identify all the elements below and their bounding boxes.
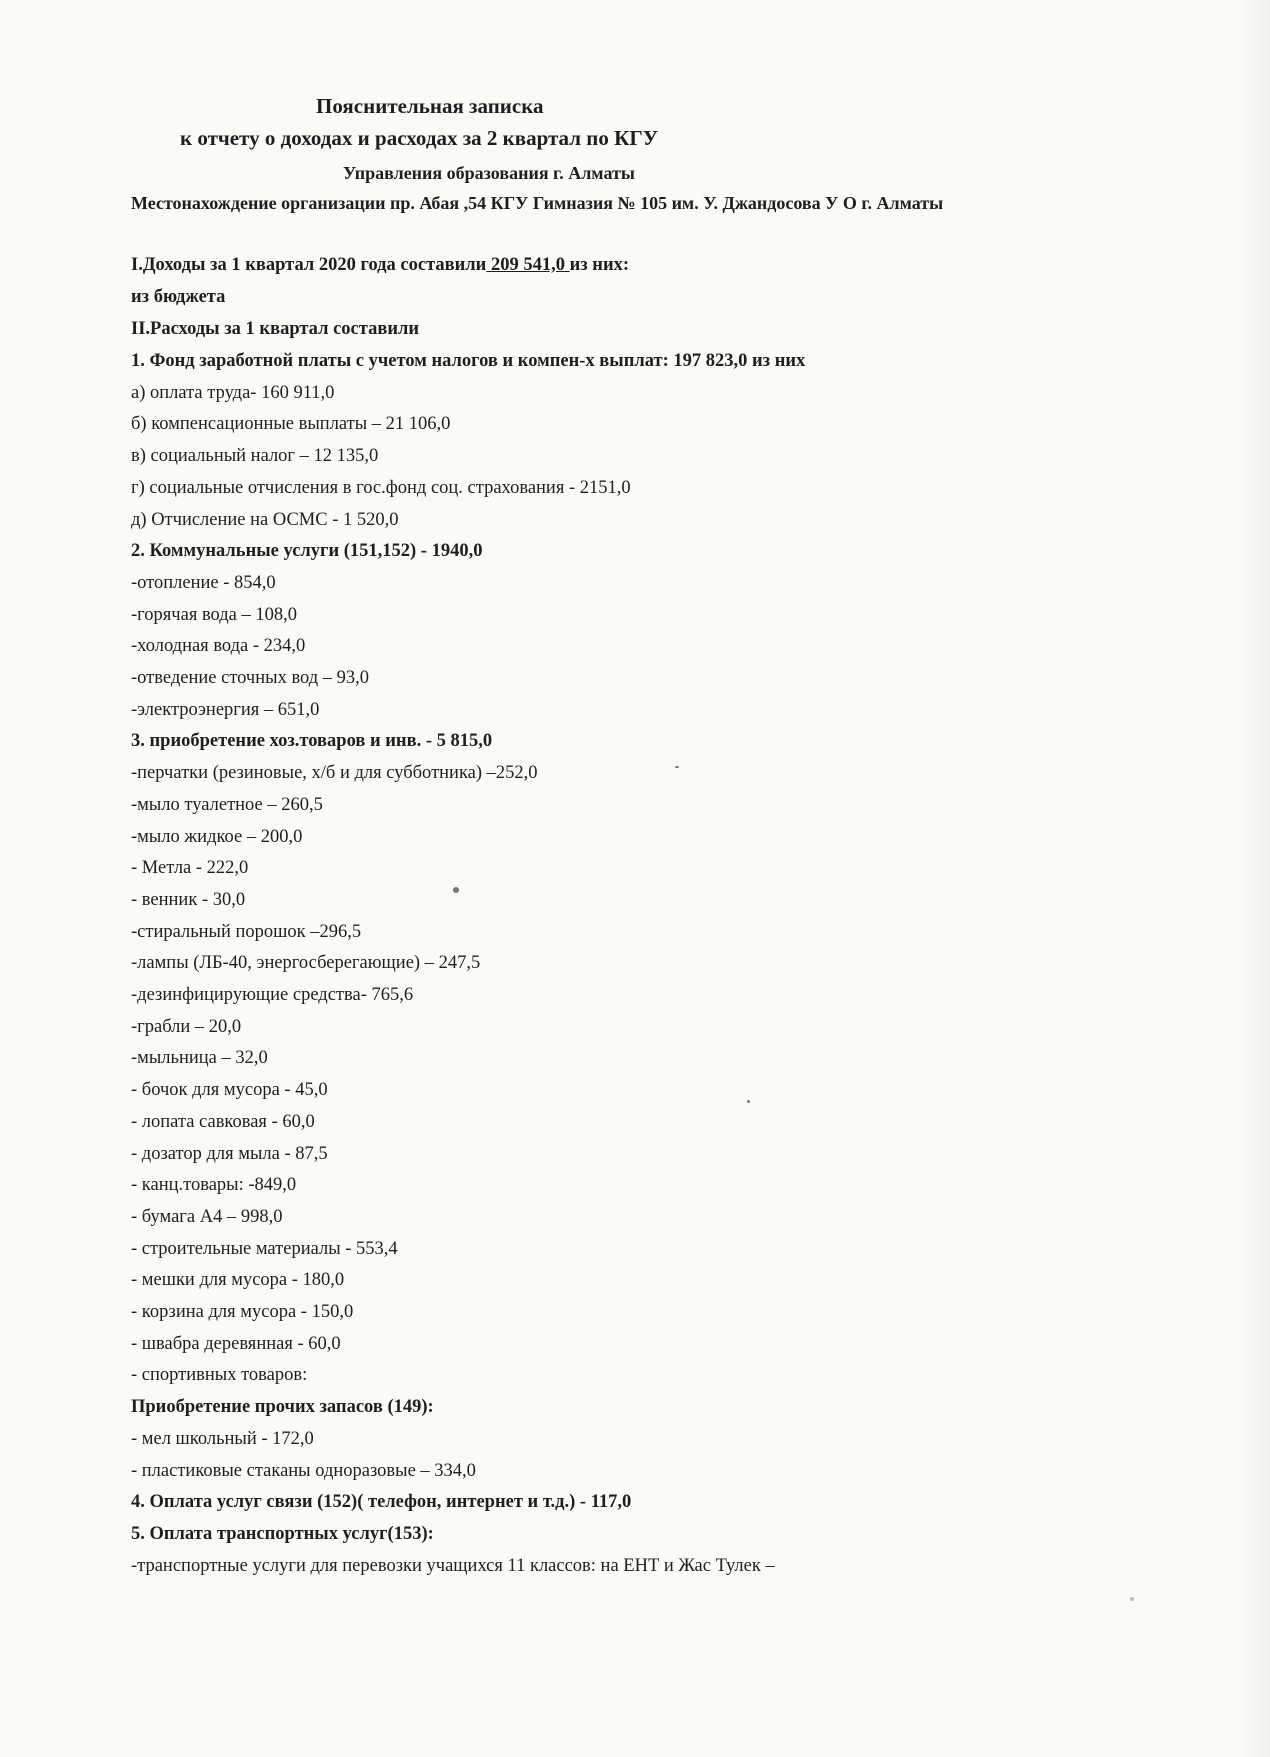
- expense-line: -перчатки (резиновые, х/б и для субботника) –252,0: [131, 763, 538, 784]
- expense-line: -холодная вода - 234,0: [131, 636, 306, 657]
- expense-line: - бочок для мусора - 45,0: [131, 1080, 328, 1101]
- expense-line: - канц.товары: -849,0: [131, 1175, 297, 1196]
- expense-line: - Метла - 222,0: [131, 858, 249, 879]
- income-prefix: I.Доходы за 1 квартал 2020 года составили: [131, 255, 487, 275]
- expense-line: - бумага А4 – 998,0: [131, 1206, 283, 1227]
- expense-line: - мел школьный - 172,0: [131, 1428, 314, 1449]
- expense-line: -мыло туалетное – 260,5: [131, 794, 323, 815]
- expense-line: -горячая вода – 108,0: [131, 604, 298, 625]
- expense-line: Приобретение прочих запасов (149):: [131, 1397, 434, 1418]
- expense-line: в) социальный налог – 12 135,0: [131, 446, 379, 467]
- expense-line: а) оплата труда- 160 911,0: [131, 382, 335, 403]
- income-suffix: из них:: [569, 255, 630, 275]
- expense-line: -отведение сточных вод – 93,0: [131, 668, 370, 688]
- doc-location: Местонахождение организации пр. Абая ,54 КГУ Гимназия № 105 им. У. Джандосова У О г. Алматы: [131, 193, 944, 213]
- doc-organization: Управления образования г. Алматы: [343, 163, 635, 183]
- expenses-header: II.Расходы за 1 квартал составили: [131, 319, 420, 339]
- expense-line: г) социальные отчисления в гос.фонд соц. страхования - 2151,0: [131, 477, 631, 498]
- expense-line: -дезинфицирующие средства- 765,6: [131, 985, 414, 1005]
- expense-line: 1. Фонд заработной платы с учетом налогов и компен-х выплат: 197 823,0 из них: [131, 351, 806, 371]
- expense-line: -мыло жидкое – 200,0: [131, 826, 303, 847]
- expense-line: -мыльница – 32,0: [131, 1048, 268, 1069]
- expense-line: - пластиковые стаканы одноразовые – 334,0: [131, 1460, 476, 1481]
- income-source: из бюджета: [131, 287, 226, 307]
- expense-line: -лампы (ЛБ-40, энергосберегающие) – 247,5: [131, 953, 481, 974]
- income-line: [131, 254, 629, 276]
- doc-subtitle: к отчету о доходах и расходах за 2 квартал по КГУ: [180, 126, 659, 150]
- scan-speck: [675, 766, 679, 768]
- expense-line: 4. Оплата услуг связи (152)( телефон, интернет и т.д.) - 117,0: [131, 1492, 632, 1513]
- expense-line: - спортивных товаров:: [131, 1365, 308, 1386]
- expense-line: - венник - 30,0: [131, 889, 246, 910]
- scan-speck: [747, 1100, 750, 1103]
- expense-line: - швабра деревянная - 60,0: [131, 1333, 341, 1354]
- expense-line: - корзина для мусора - 150,0: [131, 1302, 354, 1322]
- expense-line: 3. приобретение хоз.товаров и инв. - 5 815,0: [131, 731, 493, 752]
- expense-line: - лопата савковая - 60,0: [131, 1111, 315, 1132]
- expense-line: д) Отчисление на ОСМС - 1 520,0: [131, 509, 399, 530]
- scan-speck: [453, 887, 459, 893]
- expense-line: 5. Оплата транспортных услуг(153):: [131, 1523, 434, 1544]
- expense-line: - строительные материалы - 553,4: [131, 1238, 398, 1259]
- expense-line: -грабли – 20,0: [131, 1016, 242, 1037]
- expense-line: -отопление - 854,0: [131, 572, 276, 593]
- doc-title: Пояснительная записка: [316, 94, 544, 118]
- income-amount: 209 541,0: [486, 255, 570, 275]
- expense-line: - дозатор для мыла - 87,5: [131, 1143, 328, 1164]
- expense-line: б) компенсационные выплаты – 21 106,0: [131, 414, 451, 435]
- expense-line: -стиральный порошок –296,5: [131, 921, 362, 942]
- scan-edge-shadow: [1240, 0, 1270, 1757]
- expense-line: - мешки для мусора - 180,0: [131, 1270, 345, 1291]
- scan-speck: [1130, 1597, 1134, 1601]
- expense-line: -транспортные услуги для перевозки учащихся 11 классов: на ЕНТ и Жас Тулек –: [131, 1555, 775, 1576]
- expense-line: -электроэнергия – 651,0: [131, 699, 320, 720]
- expense-line: 2. Коммунальные услуги (151,152) - 1940,0: [131, 541, 483, 562]
